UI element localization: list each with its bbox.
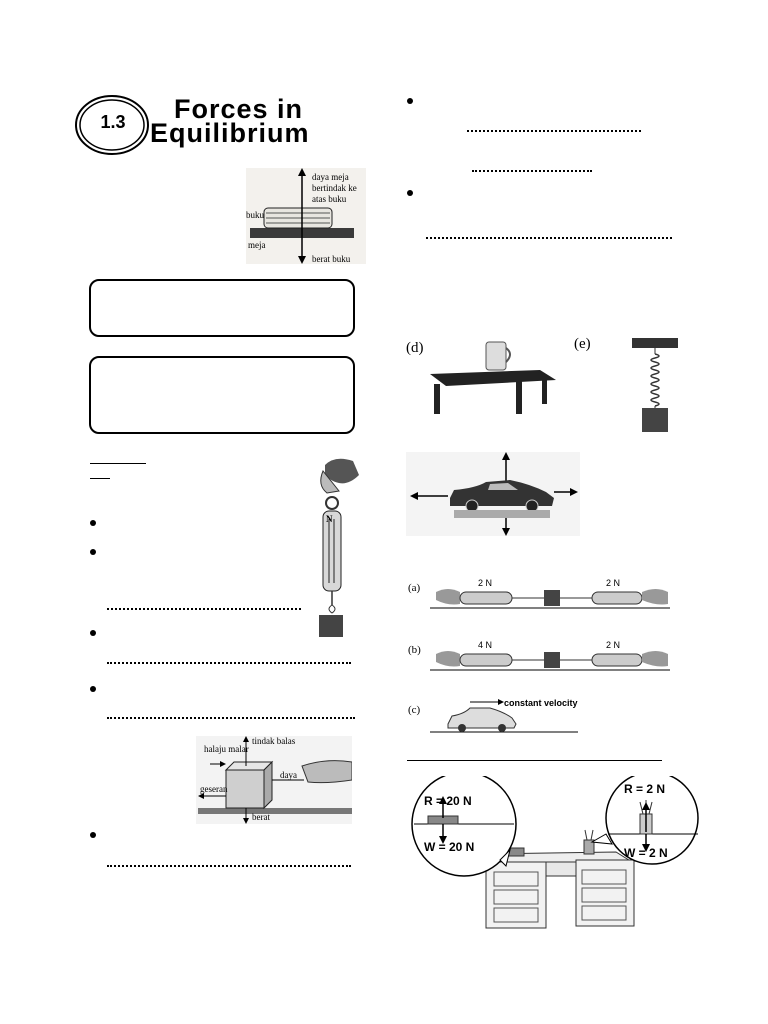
blank-line-4 (107, 865, 351, 867)
figure-d-table-mug (404, 334, 564, 418)
label-book-weight: berat buku (312, 254, 351, 264)
figure-b-right-force: 2 N (606, 640, 621, 650)
short-heading-line (90, 463, 146, 464)
figure-c-constant-velocity (408, 694, 608, 734)
figure-d-label: (d) (406, 340, 424, 356)
block-friction-figure (196, 736, 352, 824)
blank-line-3 (107, 717, 355, 719)
figure-a-left-force: 2 N (478, 578, 493, 588)
label-table-force-up: daya meja bertindak ke atas buku (312, 172, 357, 204)
label-force: daya (280, 770, 297, 780)
section-number: 1.3 (100, 112, 126, 132)
car-forces-figure (406, 452, 580, 536)
figure-b-label: (b) (408, 644, 421, 656)
label-weight: berat (252, 812, 270, 822)
page-title-line1: Forces in (174, 94, 304, 124)
svg-text:N: N (326, 514, 333, 524)
label-reaction: tindak balas (252, 736, 296, 746)
label-table: meja (248, 240, 266, 250)
left-weight-label: W = 20 N (424, 840, 475, 854)
figure-c-caption: constant velocity (504, 698, 578, 708)
section-header (74, 92, 374, 162)
label-book: buku (246, 210, 264, 220)
left-reaction-label: R = 20 N (424, 794, 472, 808)
figure-e-label: (e) (574, 336, 591, 352)
figure-b-left-force: 4 N (478, 640, 493, 650)
bullet-5 (90, 832, 96, 838)
blank-line-r2 (472, 170, 592, 172)
page-title-line2: Equilibrium (150, 118, 310, 148)
bullet-2 (90, 549, 96, 555)
blank-line-r1 (467, 130, 641, 132)
bullet-right-2 (407, 190, 413, 196)
blank-line-r3 (426, 237, 672, 239)
figure-e-hanging-spring (570, 334, 690, 434)
bullet-4 (90, 686, 96, 692)
figure-a-label: (a) (408, 582, 421, 594)
book-on-table-figure (246, 168, 366, 264)
figure-a-right-force: 2 N (606, 578, 621, 588)
label-constant-velocity: halaju malar (204, 744, 249, 754)
answer-box-2 (89, 356, 355, 434)
answer-box-1 (89, 279, 355, 337)
desk-forces-figure (406, 776, 700, 932)
bullet-3 (90, 630, 96, 636)
figure-b-unbalanced-pull (408, 640, 672, 674)
spring-balance-figure (305, 455, 367, 640)
figure-a-balanced-pull (408, 578, 672, 612)
right-weight-label: W = 2 N (624, 846, 668, 860)
right-reaction-label: R = 2 N (624, 782, 666, 796)
section-divider (407, 760, 662, 761)
bullet-1 (90, 520, 96, 526)
label-friction: geseran (200, 784, 228, 794)
blank-line-2 (107, 662, 351, 664)
bullet-right-1 (407, 98, 413, 104)
blank-line-1 (107, 608, 301, 610)
short-heading-line-2 (90, 478, 110, 479)
figure-c-label: (c) (408, 704, 421, 716)
